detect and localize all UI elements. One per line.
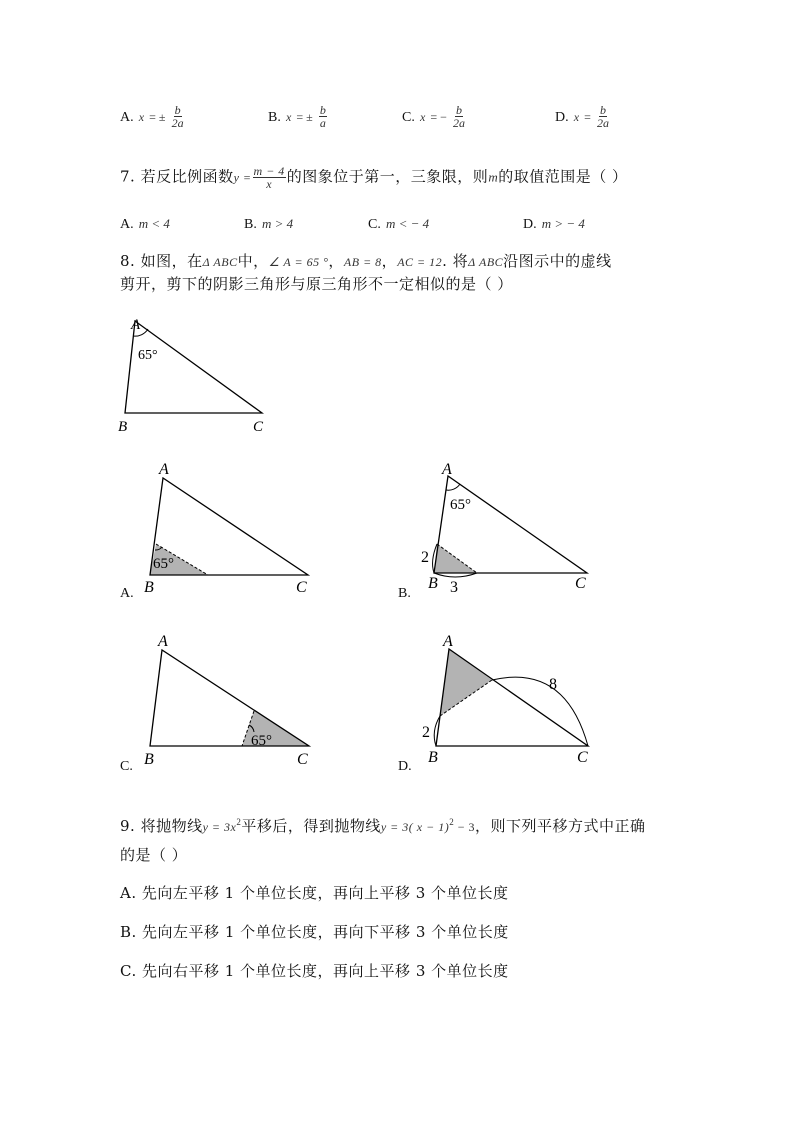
math-lhs: x xyxy=(138,110,145,124)
fraction-den: a xyxy=(319,116,326,130)
q6-option-d xyxy=(555,104,610,129)
math-op: = − xyxy=(430,110,447,124)
fraction xyxy=(453,104,465,129)
vertex-label-c: C xyxy=(253,419,264,435)
q8-text-a: 8. 如图，在 xyxy=(120,252,203,270)
fraction xyxy=(319,104,327,129)
vertex-label-c: C xyxy=(577,749,588,766)
option-letter: D. xyxy=(523,217,537,232)
math-op: = ± xyxy=(296,110,313,124)
q9-f2-exp: 2 xyxy=(449,817,455,827)
q6-option-b xyxy=(268,104,328,129)
vertex-label-a: A xyxy=(158,633,168,650)
q9-option-b: B. 先向左平移 1 个单位长度，再向下平移 3 个单位长度 xyxy=(120,923,509,941)
vertex-label-b: B xyxy=(428,575,438,592)
vertex-label-b: B xyxy=(144,751,154,768)
fraction xyxy=(597,104,609,129)
q8-sep: ， xyxy=(381,252,398,270)
q9-option-c: C. 先向右平移 1 个单位长度，再向上平移 3 个单位长度 xyxy=(120,962,509,980)
option-text: m < − 4 xyxy=(385,216,430,231)
q9-mid: 平移后，得到抛物线 xyxy=(241,817,381,835)
q8-option-c-label: C. xyxy=(120,759,133,774)
q7-fn-lhs: y = xyxy=(233,170,252,185)
q7-option-a xyxy=(120,213,170,233)
q8-ab: AB = 8 xyxy=(343,255,382,269)
option-letter: A. xyxy=(120,110,134,125)
vertex-label-b: B xyxy=(144,579,154,596)
fraction-den: 2a xyxy=(453,116,465,130)
fraction-num: b xyxy=(319,103,326,117)
q8-triangle: Δ ABC xyxy=(468,255,504,269)
option-letter: D. xyxy=(555,110,569,125)
vertex-label-a: A xyxy=(443,633,453,650)
fraction-den: 2a xyxy=(597,116,610,130)
q8-option-b-figure xyxy=(415,455,600,600)
math-lhs: x xyxy=(573,110,580,124)
q8-text-d: 沿图示中的虚线 xyxy=(503,252,612,270)
length-label-2: 2 xyxy=(422,724,430,741)
q8-main-figure xyxy=(110,310,280,435)
vertex-label-c: C xyxy=(296,579,307,596)
angle-label: 65° xyxy=(138,348,158,363)
q7-option-c xyxy=(368,213,429,233)
q7-var: m xyxy=(488,169,499,185)
q8-option-a-label: A. xyxy=(120,586,134,601)
q7-fraction xyxy=(253,165,286,190)
option-letter: A. xyxy=(120,217,134,232)
q9-f2-tail: − 3 xyxy=(454,820,475,834)
vertex-label-b: B xyxy=(428,749,438,766)
q9-tail: ，则下列平移方式中正确 xyxy=(474,817,646,835)
fraction-num: m − 4 xyxy=(253,164,285,178)
q8-option-a-figure xyxy=(140,455,320,600)
q8-option-d-figure xyxy=(415,628,600,773)
vertex-label-b: B xyxy=(118,419,128,435)
fraction-den: 2a xyxy=(171,116,184,130)
q8-option-b-label: B. xyxy=(398,586,411,601)
q8-option-c-figure xyxy=(140,628,320,773)
q6-option-a xyxy=(120,104,185,129)
option-letter: B. xyxy=(268,110,281,125)
q8-angle: ∠ A = 65 ° xyxy=(268,255,329,269)
q8-sep: ， xyxy=(328,252,344,270)
math-lhs: x xyxy=(285,110,292,124)
q7-question xyxy=(120,165,627,190)
vertex-label-a: A xyxy=(442,461,452,478)
q8-question-line1 xyxy=(120,250,612,271)
vertex-label-c: C xyxy=(297,751,308,768)
q7-option-d xyxy=(523,213,585,233)
q9-f1: y = 3x xyxy=(202,820,237,834)
length-label-2: 2 xyxy=(421,549,429,566)
option-letter: C. xyxy=(368,217,381,232)
option-letter: B. xyxy=(244,217,257,232)
q7-prefix: 7. 若反比例函数 xyxy=(120,167,234,186)
angle-arc xyxy=(446,484,460,490)
fraction-num: b xyxy=(600,103,607,117)
math-lhs: x xyxy=(419,110,426,124)
q9-f2: y = 3( x − 1) xyxy=(380,820,450,834)
q7-suffix1: 的图象位于第一，三象限，则 xyxy=(286,167,489,186)
main-triangle xyxy=(125,321,262,413)
option-text: m > 4 xyxy=(261,216,294,231)
vertex-label-a: A xyxy=(159,461,169,478)
angle-label: 65° xyxy=(153,556,174,572)
q9-prefix: 9. 将抛物线 xyxy=(120,817,203,835)
q8-question-line2: 剪开，剪下的阴影三角形与原三角形不一定相似的是（ ） xyxy=(120,275,513,293)
q6-option-c xyxy=(402,104,466,129)
vertex-label-a: A xyxy=(131,317,141,333)
q8-text-b: 中， xyxy=(237,252,269,270)
q8-ac: AC = 12 xyxy=(397,255,443,269)
q9-f1-exp: 2 xyxy=(236,817,242,827)
angle-label: 65° xyxy=(251,733,272,749)
fraction-den: x xyxy=(266,177,273,191)
fraction-num: b xyxy=(174,103,181,117)
vertex-label-c: C xyxy=(575,575,586,592)
angle-label: 65° xyxy=(450,497,471,513)
option-text: m < 4 xyxy=(138,216,170,231)
q9-question-line1 xyxy=(120,815,646,836)
option-text: m > − 4 xyxy=(541,216,585,231)
length-label-3: 3 xyxy=(450,579,458,596)
q8-option-d-label: D. xyxy=(398,759,412,774)
math-op: = xyxy=(584,110,591,124)
option-letter: C. xyxy=(402,110,415,125)
q7-option-b xyxy=(244,213,293,233)
math-op: = ± xyxy=(149,110,166,124)
q7-suffix2: 的取值范围是（ ） xyxy=(498,167,628,186)
triangle-abc xyxy=(434,476,587,573)
length-label-8: 8 xyxy=(549,676,557,693)
fraction xyxy=(172,104,184,129)
q9-question-line2: 的是（ ） xyxy=(120,846,188,864)
q9-option-a: A. 先向左平移 1 个单位长度，再向上平移 3 个单位长度 xyxy=(120,884,509,902)
q8-text-c: . 将 xyxy=(442,252,469,270)
fraction-num: b xyxy=(456,103,462,117)
q8-triangle: Δ ABC xyxy=(202,255,238,269)
